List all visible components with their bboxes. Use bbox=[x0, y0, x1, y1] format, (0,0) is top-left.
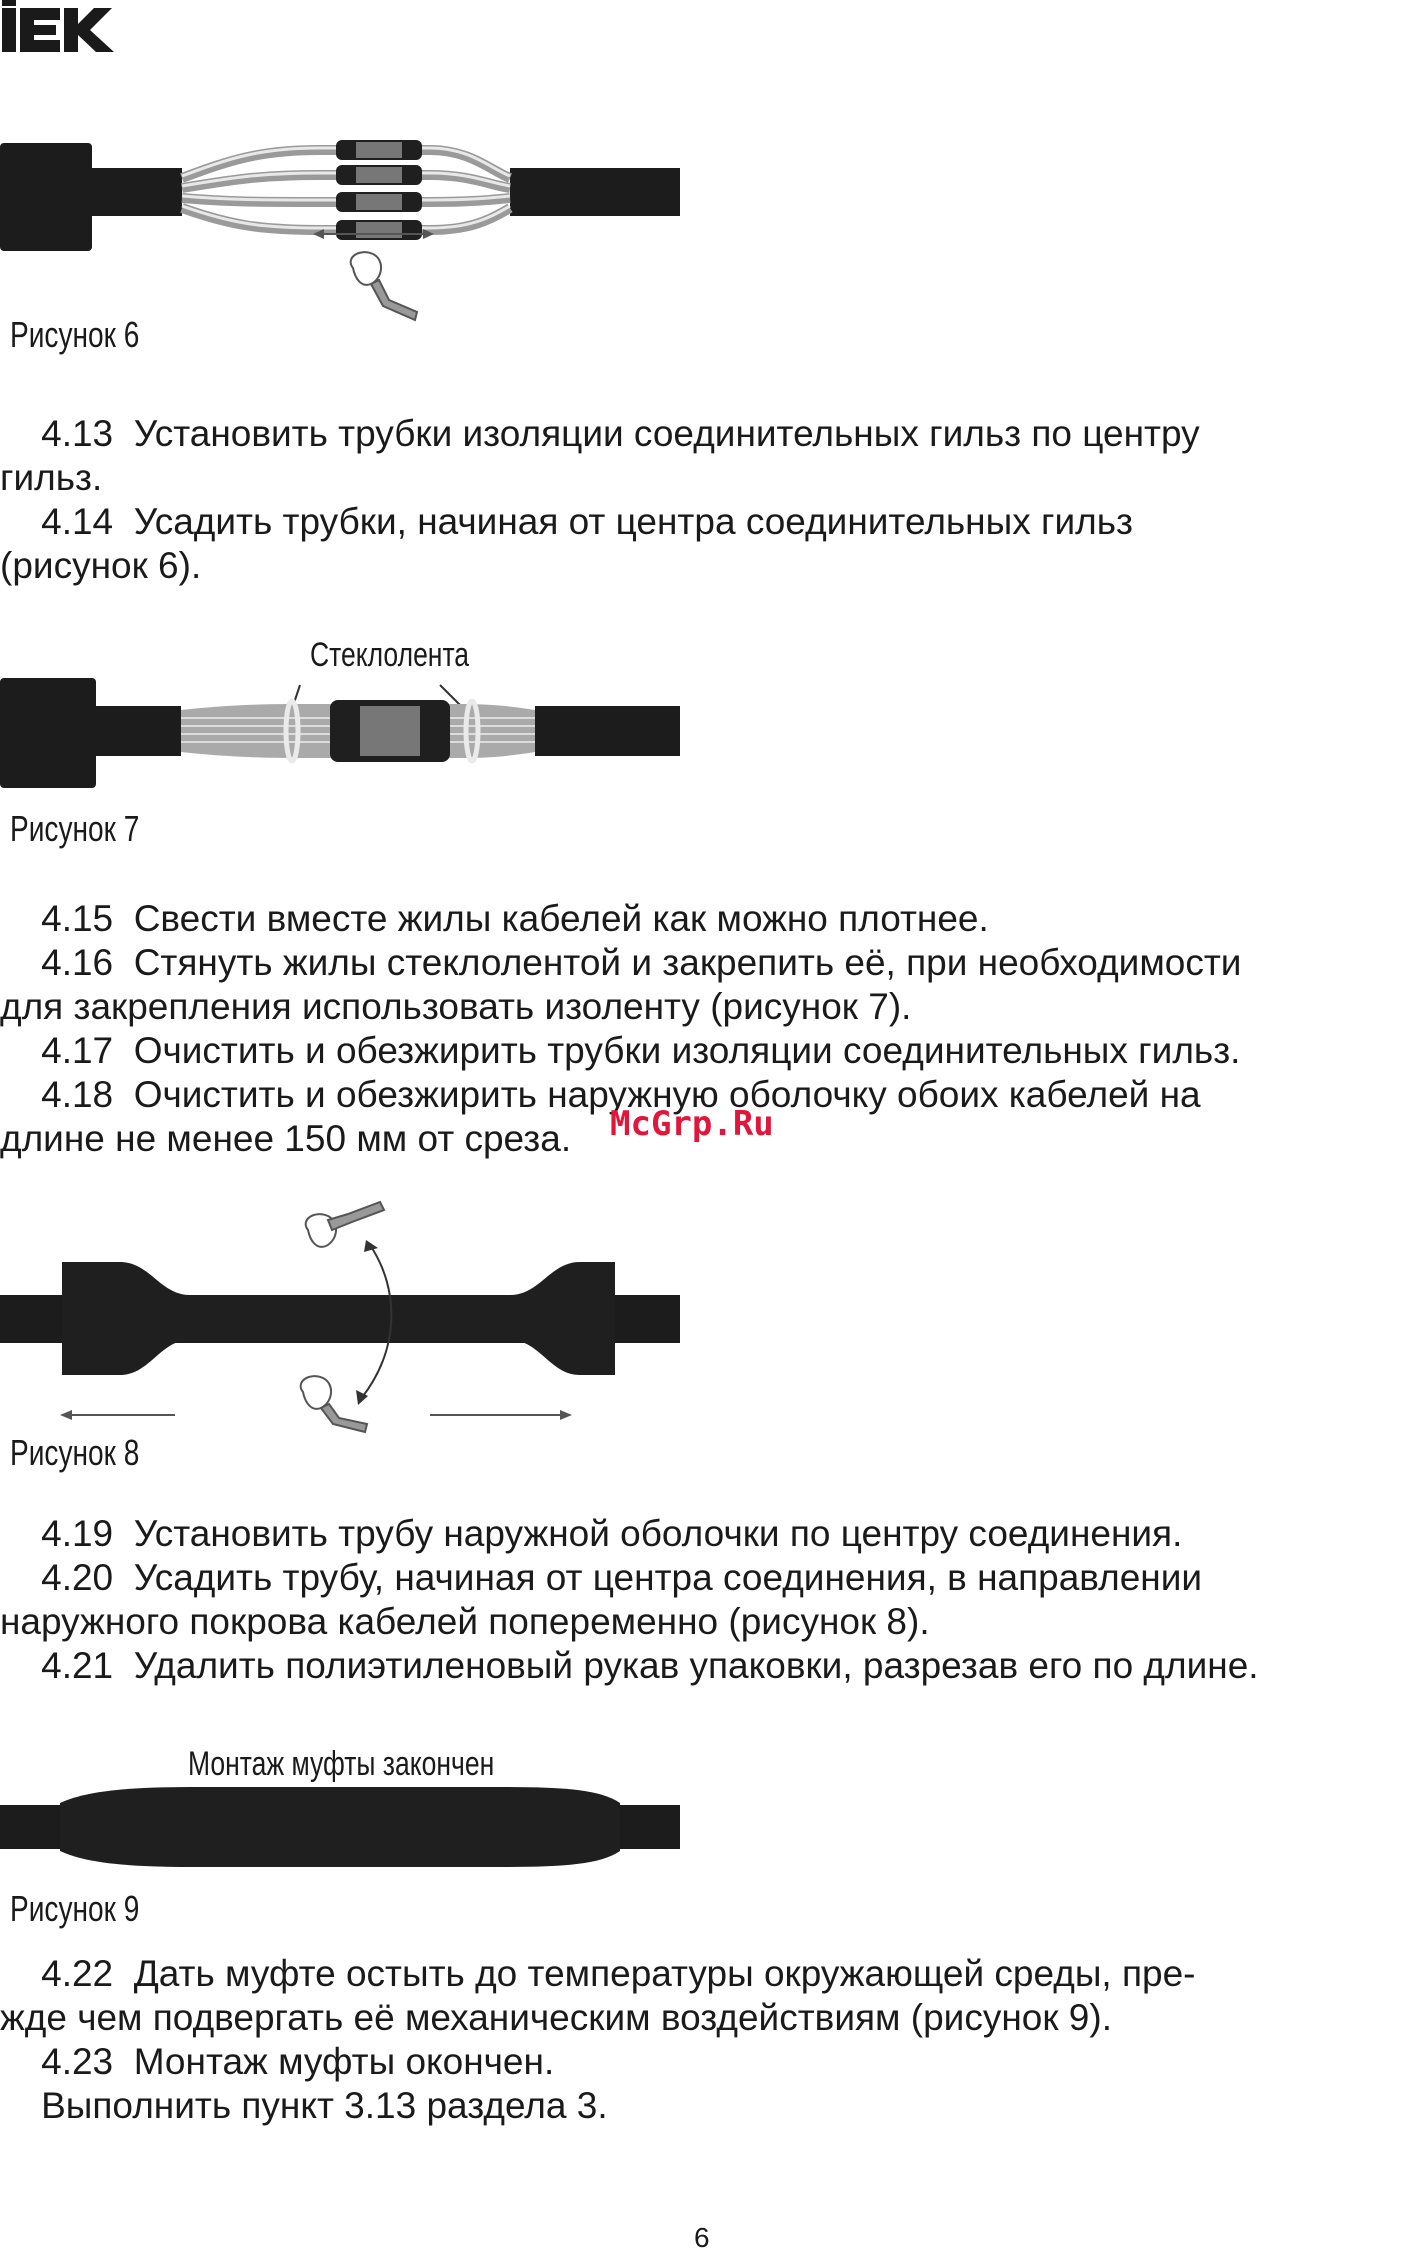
paragraph-line: гильз. bbox=[0, 457, 103, 498]
paragraph-line: для закрепления использовать изоленту (рисунок 7). bbox=[0, 986, 912, 1027]
paragraph-line: 4.19 Установить трубу наружной оболочки по центру соединения. bbox=[0, 1513, 1183, 1554]
iek-logo bbox=[0, 0, 120, 60]
heat-gun-icon bbox=[306, 1202, 384, 1247]
paragraph-line: длине не менее 150 мм от среза. bbox=[0, 1118, 572, 1159]
paragraph-line: 4.13 Установить трубки изоляции соединительных гильз по центру bbox=[0, 413, 1200, 454]
figure-7-callout: Стеклолента bbox=[310, 636, 470, 674]
paragraph-line: (рисунок 6). bbox=[0, 545, 202, 586]
paragraph-line: 4.14 Усадить трубки, начиная от центра соединительных гильз bbox=[0, 501, 1133, 542]
cable-end-left bbox=[0, 678, 96, 788]
cable-left bbox=[96, 706, 181, 756]
iek-logo-mark bbox=[0, 0, 120, 60]
paragraph-line: 4.21 Удалить полиэтиленовый рукав упаковки, разрезав его по длине. bbox=[0, 1645, 1259, 1686]
heat-shrink-tube bbox=[62, 1262, 615, 1375]
paragraph-line: Выполнить пункт 3.13 раздела 3. bbox=[0, 2085, 608, 2126]
figure-6-illustration bbox=[0, 130, 700, 330]
cable-left bbox=[92, 168, 182, 216]
paragraph-line: 4.18 Очистить и обезжирить наружную оболочку обоих кабелей на bbox=[0, 1074, 1201, 1115]
paragraph-line: наружного покрова кабелей попеременно (рисунок 8). bbox=[0, 1601, 930, 1642]
figure-9-illustration bbox=[0, 1785, 700, 1875]
paragraph-line: 4.15 Свести вместе жилы кабелей как можно плотнее. bbox=[0, 898, 989, 939]
page-number: 6 bbox=[694, 2222, 710, 2253]
paragraph-line: жде чем подвергать её механическим воздействиям (рисунок 9). bbox=[0, 1997, 1112, 2038]
paragraph-line: 4.23 Монтаж муфты окончен. bbox=[0, 2041, 555, 2082]
figure-9-caption: Рисунок 9 bbox=[10, 1888, 140, 1929]
text-block-1 bbox=[0, 412, 1200, 588]
paragraph-line: 4.22 Дать муфте остыть до температуры окружающей среды, пре- bbox=[0, 1953, 1196, 1994]
paragraph-line: 4.16 Стянуть жилы стеклолентой и закрепить её, при необходимости bbox=[0, 942, 1242, 983]
sleeve-caps bbox=[356, 142, 402, 238]
finished-joint bbox=[60, 1787, 620, 1867]
heat-gun-icon bbox=[351, 252, 417, 320]
figure-8-caption: Рисунок 8 bbox=[10, 1432, 140, 1473]
figure-9-callout: Монтаж муфты закончен bbox=[188, 1745, 495, 1783]
figure-7-caption: Рисунок 7 bbox=[10, 808, 140, 849]
cable-right bbox=[510, 168, 680, 216]
heat-gun-icon bbox=[301, 1376, 367, 1432]
figure-7-illustration bbox=[0, 670, 700, 800]
text-block-4 bbox=[0, 1952, 1196, 2128]
figure-6-caption: Рисунок 6 bbox=[10, 314, 140, 355]
sleeve-cap bbox=[360, 706, 420, 756]
text-block-3 bbox=[0, 1512, 1259, 1688]
watermark: McGrp.Ru bbox=[610, 1104, 774, 1144]
cable-right bbox=[535, 706, 680, 756]
cable-end-left bbox=[0, 143, 92, 251]
paragraph-line: 4.17 Очистить и обезжирить трубки изоляции соединительных гильз. bbox=[0, 1030, 1241, 1071]
wire-bundle bbox=[182, 150, 510, 230]
figure-8-illustration bbox=[0, 1190, 700, 1450]
paragraph-line: 4.20 Усадить трубу, начиная от центра соединения, в направлении bbox=[0, 1557, 1203, 1598]
